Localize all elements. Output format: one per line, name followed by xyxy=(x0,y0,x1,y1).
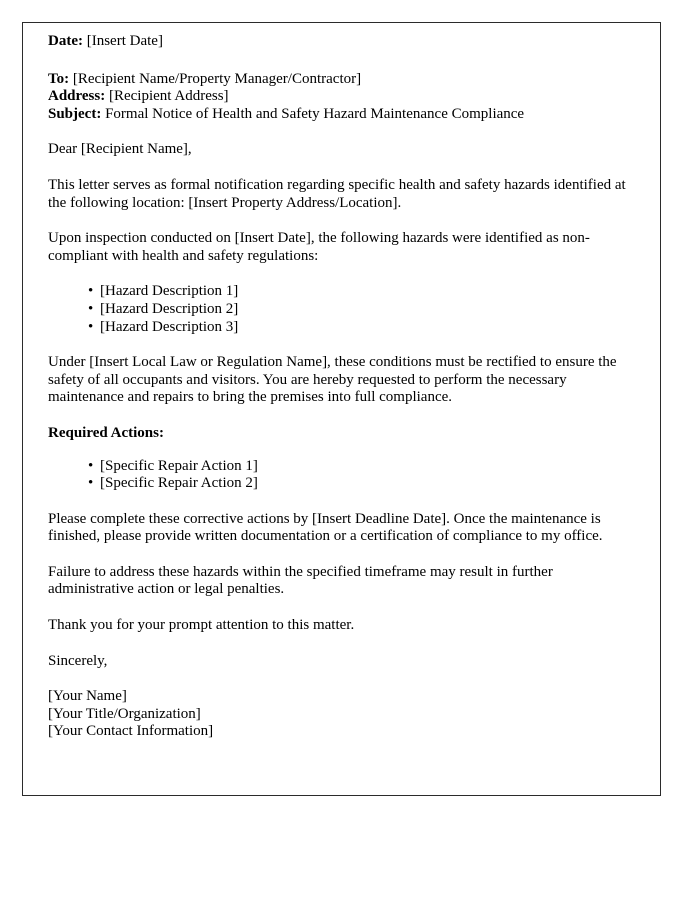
letter-content xyxy=(48,33,636,741)
signature-title: [Your Title/Organization] xyxy=(48,705,201,722)
list-item: • [Specific Repair Action 1] xyxy=(88,458,636,476)
list-item: • [Hazard Description 2] xyxy=(88,301,636,319)
address-label: Address: xyxy=(48,88,106,105)
closing-line: Sincerely, xyxy=(48,652,108,669)
address-value: [Recipient Address] xyxy=(108,88,229,105)
required-actions-heading: Required Actions: xyxy=(48,424,164,441)
to-label: To: xyxy=(48,70,70,87)
date-value: [Insert Date] xyxy=(86,33,163,49)
date-label: Date: xyxy=(48,33,83,49)
signature-block xyxy=(48,688,636,741)
recipient-address-line xyxy=(48,88,636,106)
paragraph-thanks: Thank you for your prompt attention to this matter. xyxy=(48,617,355,634)
subject-value: Formal Notice of Health and Safety Hazard Maintenance Compliance xyxy=(105,105,525,122)
subject-label: Subject: xyxy=(48,105,102,122)
required-actions-list xyxy=(48,458,636,493)
list-item: • [Hazard Description 1] xyxy=(88,283,636,301)
paragraph-inspection: Upon inspection conducted on [Insert Date], the following hazards were identified as non-compliant with health and safety regulations: xyxy=(48,230,590,264)
salutation: Dear [Recipient Name], xyxy=(48,141,192,158)
paragraph-deadline: Please complete these corrective actions by [Insert Deadline Date]. Once the maintenance is finished, please provide written documentation or a certification of compliance to my office. xyxy=(48,510,603,545)
paragraph-failure: Failure to address these hazards within the specified timeframe may result in further administrative action or legal penalties. xyxy=(48,563,553,598)
to-value: [Recipient Name/Property Manager/Contractor] xyxy=(72,70,362,87)
hazard-list xyxy=(48,283,636,336)
date-line xyxy=(48,33,636,51)
document-page-border xyxy=(22,22,661,796)
paragraph-regulation: Under [Insert Local Law or Regulation Name], these conditions must be rectified to ensure the safety of all occupants and visitors. You are hereby requested to perform the necessary maintenance and repairs to bring the premises into full compliance. xyxy=(48,354,617,406)
paragraph-intro: This letter serves as formal notification regarding specific health and safety hazards identified at the following location: [Insert Property Address/Location]. xyxy=(48,176,626,211)
recipient-block xyxy=(48,71,636,124)
subject-line xyxy=(48,106,636,124)
list-item: • [Specific Repair Action 2] xyxy=(88,475,636,493)
signature-contact: [Your Contact Information] xyxy=(48,723,214,740)
signature-name: [Your Name] xyxy=(48,688,127,705)
list-item: • [Hazard Description 3] xyxy=(88,319,636,337)
recipient-to-line xyxy=(48,71,636,89)
